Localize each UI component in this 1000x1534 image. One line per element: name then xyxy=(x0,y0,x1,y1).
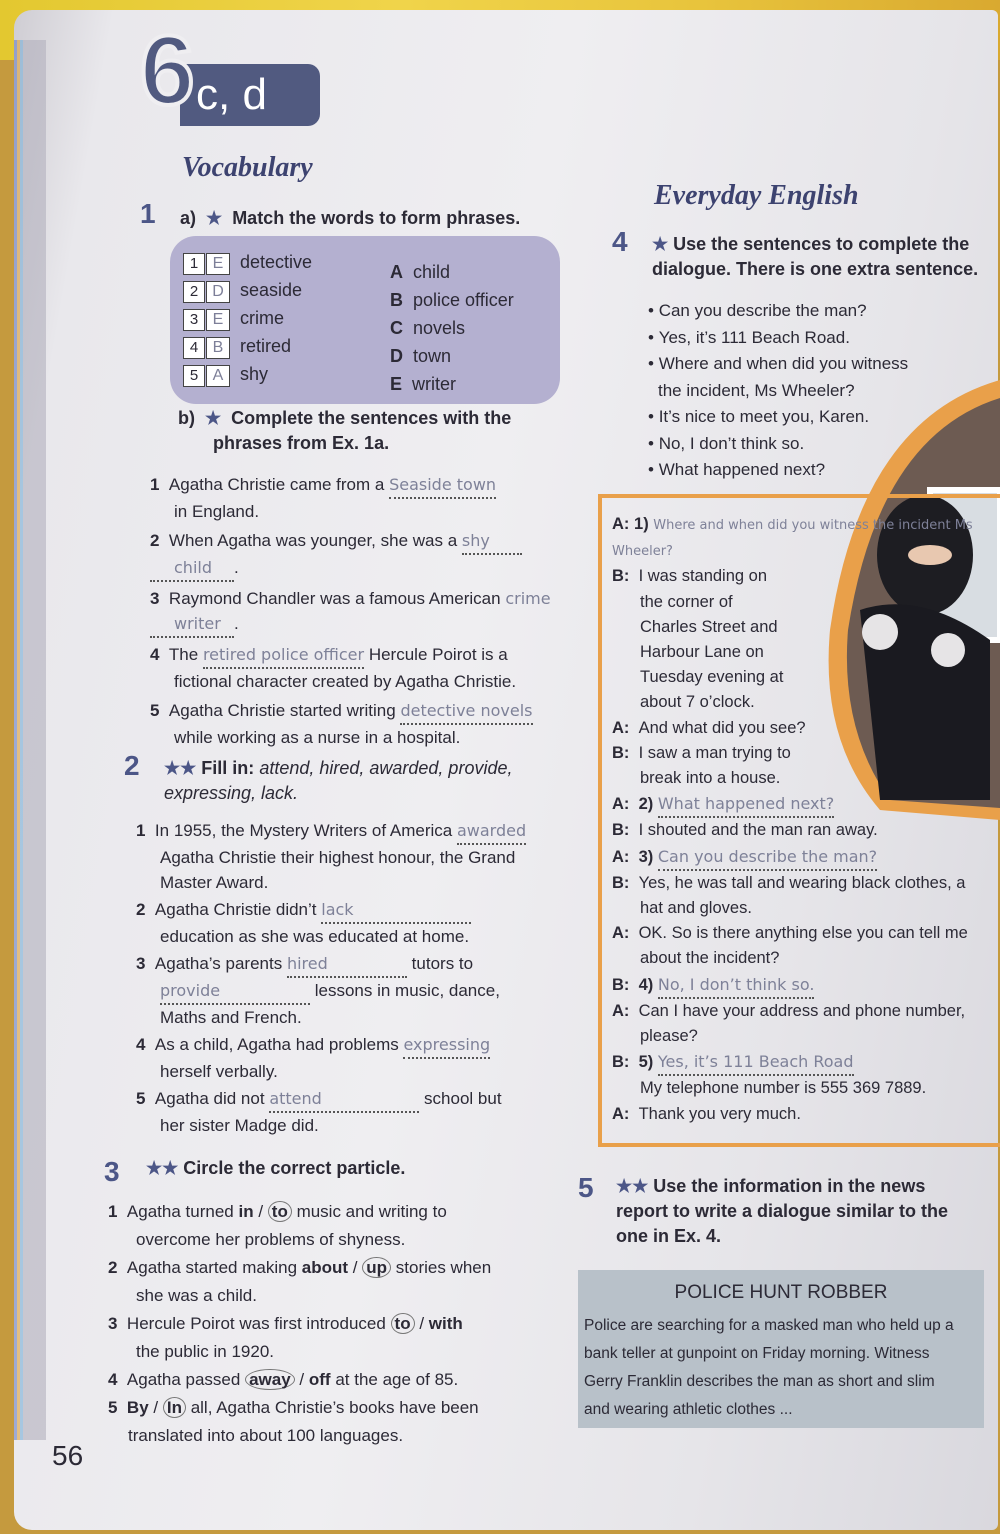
particle-option[interactable]: with xyxy=(428,1314,463,1333)
speaker: A: xyxy=(612,924,630,943)
answer-blank[interactable]: expressing xyxy=(403,1032,490,1059)
item-text: Raymond Chandler was a famous American xyxy=(168,589,501,608)
item-text: Agatha Christie their highest honour, the Grand xyxy=(160,848,516,867)
speaker: A: xyxy=(612,847,630,866)
item-number: 2 xyxy=(183,281,205,303)
item-text: Maths and French. xyxy=(160,1008,302,1027)
item-number: 5 xyxy=(183,365,205,387)
option-item-cont xyxy=(648,378,978,405)
list-item xyxy=(136,1032,586,1084)
speaker: B: xyxy=(612,567,630,586)
match-option xyxy=(390,258,514,286)
option-item: • Can you describe the man? xyxy=(648,301,867,320)
answer-blank[interactable]: Where and when did you witness the incident Ms Wheeler? xyxy=(612,518,973,560)
answer-blank[interactable]: attend xyxy=(269,1086,419,1113)
page-edges xyxy=(14,40,46,1440)
item-text: fictional character created by Agatha Christie. xyxy=(174,672,517,691)
dialogue-line xyxy=(612,972,992,999)
dialogue xyxy=(612,512,992,1127)
speaker: A: xyxy=(612,795,630,814)
item-text: her sister Madge did. xyxy=(160,1116,319,1135)
exercise-number: 1 xyxy=(140,198,156,229)
exercise-2-items xyxy=(136,818,586,1138)
left-column xyxy=(183,248,312,388)
answer-box[interactable]: E xyxy=(206,309,230,331)
item-text: all, Agatha Christie’s books have been xyxy=(190,1398,479,1417)
item-number: 3 xyxy=(183,309,205,331)
item-number: 4 xyxy=(108,1370,118,1389)
exercise-instruction xyxy=(164,756,512,806)
star-icon: ★★ xyxy=(146,1158,179,1178)
answer-box[interactable]: E xyxy=(206,253,230,275)
dialogue-text: OK. So is there anything else you can tell me xyxy=(638,924,968,943)
separator: / xyxy=(419,1314,425,1333)
match-option xyxy=(390,342,514,370)
option-text: Can you describe the man? xyxy=(658,301,867,320)
particle-option[interactable]: in xyxy=(238,1202,254,1221)
option-item: • What happened next? xyxy=(648,460,826,479)
item-number: 4 xyxy=(136,1035,146,1054)
item-text: at the age of 85. xyxy=(335,1370,459,1389)
item-text: Agatha Christie started writing xyxy=(168,701,396,720)
instruction-text: Circle the correct particle. xyxy=(183,1158,406,1178)
answer-blank[interactable]: retired police officer xyxy=(203,642,364,669)
item-text: . xyxy=(234,614,239,633)
item-number: 3 xyxy=(108,1314,118,1333)
item-number: 3 xyxy=(136,954,146,973)
exercise-number: 2 xyxy=(124,750,140,781)
speaker: B: xyxy=(612,743,630,762)
separator: / xyxy=(299,1370,305,1389)
star-icon: ★★ xyxy=(616,1176,649,1196)
item-text: while working as a nurse in a hospital. xyxy=(174,728,461,747)
gap-number: 1) xyxy=(634,515,649,533)
separator: / xyxy=(258,1202,264,1221)
match-option xyxy=(390,370,514,398)
item-text: stories when xyxy=(395,1258,492,1277)
option-word: police officer xyxy=(413,290,514,310)
item-text: Agatha Christie came from a xyxy=(168,475,385,494)
particle-option[interactable]: By xyxy=(126,1398,149,1417)
answer-blank[interactable]: lack xyxy=(321,897,471,924)
item-text: Agatha turned xyxy=(126,1202,234,1221)
item-text: As a child, Agatha had problems xyxy=(154,1035,399,1054)
dialogue-text: Tuesday evening at xyxy=(640,668,784,687)
match-row xyxy=(183,332,312,360)
part-label: a) xyxy=(180,208,197,228)
list-item xyxy=(108,1310,558,1366)
item-text: Agatha started making xyxy=(126,1258,298,1277)
answer-box[interactable]: A xyxy=(206,365,230,387)
speaker: A: xyxy=(612,718,630,737)
item-text: Master Award. xyxy=(160,873,269,892)
exercise-instruction xyxy=(616,1174,948,1249)
item-text: education as she was educated at home. xyxy=(160,927,470,946)
dialogue-text: I saw a man trying to xyxy=(638,743,791,762)
star-icon: ★★ xyxy=(164,758,197,778)
exercise-instruction xyxy=(652,232,978,282)
option-text: What happened next? xyxy=(658,460,826,479)
exercise-3-items xyxy=(108,1198,558,1450)
dialogue-line xyxy=(612,999,992,1049)
speaker: B: xyxy=(612,975,630,994)
option-item: • Yes, it’s 111 Beach Road. xyxy=(648,327,850,347)
dialogue-line xyxy=(612,791,992,818)
news-line: bank teller at gunpoint on Friday morning. Witness xyxy=(584,1345,930,1362)
word-bank: expressing, lack. xyxy=(164,783,299,803)
separator: / xyxy=(352,1258,358,1277)
vocabulary-heading: Vocabulary xyxy=(182,152,313,183)
instruction-text: Complete the sentences with the xyxy=(231,408,512,428)
answer-blank[interactable]: crime xyxy=(505,589,551,608)
item-text: she was a child. xyxy=(136,1286,257,1305)
exercise-number: 4 xyxy=(612,226,628,257)
answer-blank[interactable]: provide xyxy=(160,978,310,1005)
match-word: seaside xyxy=(240,280,303,300)
instruction-text: one in Ex. 4. xyxy=(616,1226,722,1246)
option-letter: A xyxy=(390,262,403,282)
answer-box[interactable]: B xyxy=(206,337,230,359)
match-option xyxy=(390,286,514,314)
answer-blank[interactable]: detective novels xyxy=(400,698,532,725)
separator: / xyxy=(153,1398,159,1417)
dialogue-text: break into a house. xyxy=(640,769,781,788)
particle-option[interactable]: about xyxy=(301,1258,349,1277)
dialogue-line xyxy=(612,844,992,871)
option-item: • No, I don’t think so. xyxy=(648,433,805,453)
particle-option-circled[interactable]: to xyxy=(391,1313,415,1334)
dialogue-text: Yes, he was tall and wearing black clothes, a xyxy=(638,873,966,892)
list-item xyxy=(108,1254,558,1310)
word-bank: attend, hired, awarded, provide, xyxy=(259,758,513,778)
answer-blank[interactable]: What happened next? xyxy=(658,791,834,818)
option-item: • It’s nice to meet you, Karen. xyxy=(648,407,870,426)
item-text: herself verbally. xyxy=(160,1062,278,1081)
list-item xyxy=(136,951,586,1030)
news-line: Police are searching for a masked man who held up a xyxy=(584,1317,954,1334)
exercise-1b-items xyxy=(150,472,590,750)
dialogue-text: about 7 o’clock. xyxy=(640,693,755,712)
sentence-options xyxy=(648,298,978,484)
list-item xyxy=(150,528,590,582)
item-number: 4 xyxy=(150,645,160,664)
right-column xyxy=(390,258,514,398)
answer-blank[interactable]: shy xyxy=(462,528,522,555)
match-word: shy xyxy=(240,364,269,384)
item-number: 2 xyxy=(108,1258,118,1277)
dialogue-text: Can I have your address and phone number, xyxy=(638,1001,966,1020)
item-text: . xyxy=(234,558,239,577)
answer-blank[interactable]: awarded xyxy=(457,818,526,845)
item-number: 4 xyxy=(183,337,205,359)
item-text: lessons in music, dance, xyxy=(314,981,500,1000)
exercise-instruction-b xyxy=(178,406,511,456)
answer-blank[interactable]: No, I don’t think so. xyxy=(658,972,815,999)
dialogue-line xyxy=(612,716,992,741)
option-text: Yes, it’s 111 Beach Road. xyxy=(658,327,850,347)
list-item xyxy=(150,472,590,524)
list-item xyxy=(150,586,590,638)
dialogue-text: hat and gloves. xyxy=(640,899,752,918)
instruction-text: dialogue. There is one extra sentence. xyxy=(652,259,979,279)
list-item xyxy=(150,698,590,750)
everyday-english-heading: Everyday English xyxy=(654,180,859,211)
particle-option-circled[interactable]: In xyxy=(163,1397,186,1418)
list-item xyxy=(136,818,586,895)
exercise-number: 3 xyxy=(104,1156,120,1187)
item-text: overcome her problems of shyness. xyxy=(136,1230,406,1249)
speaker: B: xyxy=(612,873,630,892)
item-text: music and writing to xyxy=(296,1202,447,1221)
unit-number: 6 xyxy=(140,15,195,125)
unit-label xyxy=(140,15,300,126)
star-icon: ★ xyxy=(652,234,674,254)
gap-number: 4) xyxy=(638,975,654,994)
list-item xyxy=(136,1086,586,1138)
particle-option-circled[interactable]: away xyxy=(245,1369,295,1390)
option-letter: E xyxy=(390,374,403,394)
list-item xyxy=(150,642,590,694)
dialogue-text: please? xyxy=(640,1027,698,1046)
item-text: Hercule Poirot was first introduced xyxy=(126,1314,386,1333)
item-text: In 1955, the Mystery Writers of America xyxy=(154,821,453,840)
item-text: Agatha’s parents xyxy=(154,954,283,973)
gap-number: 2) xyxy=(638,795,654,814)
answer-blank[interactable]: Seaside town xyxy=(389,472,496,499)
dialogue-text: I was standing on xyxy=(638,567,768,586)
particle-option-circled[interactable]: to xyxy=(268,1201,292,1222)
answer-box[interactable]: D xyxy=(206,281,230,303)
instruction-text: Use the information in the news xyxy=(653,1176,926,1196)
option-item: • Where and when did you witness xyxy=(648,354,909,373)
option-word: novels xyxy=(413,318,466,338)
particle-option[interactable]: off xyxy=(308,1370,331,1389)
exercise-number: 5 xyxy=(578,1172,594,1203)
dialogue-text: about the incident? xyxy=(640,949,780,968)
speaker: B: xyxy=(612,1053,630,1072)
star-icon: ★ xyxy=(200,408,227,428)
option-letter: D xyxy=(390,346,403,366)
item-text: Agatha did not xyxy=(154,1089,265,1108)
dialogue-line xyxy=(612,818,992,843)
list-item xyxy=(136,897,586,949)
dialogue-line xyxy=(612,564,992,715)
dialogue-line xyxy=(612,921,992,971)
answer-blank[interactable]: Yes, it’s 111 Beach Road xyxy=(658,1049,854,1076)
option-text: Where and when did you witness xyxy=(658,354,909,373)
item-number: 3 xyxy=(150,589,160,608)
match-word: retired xyxy=(240,336,292,356)
news-line: Gerry Franklin describes the man as short and slim xyxy=(584,1373,935,1390)
instruction-text: Match the words to form phrases. xyxy=(232,208,521,228)
option-text: the incident, Ms Wheeler? xyxy=(658,380,855,400)
exercise-instruction xyxy=(146,1156,405,1181)
item-number: 1 xyxy=(183,253,205,275)
item-text: The xyxy=(168,645,199,664)
dialogue-text: Harbour Lane on xyxy=(640,643,764,662)
match-row xyxy=(183,248,312,276)
dialogue-line xyxy=(612,741,992,791)
option-letter: C xyxy=(390,318,403,338)
speaker: A: xyxy=(612,515,630,533)
dialogue-line xyxy=(612,1102,992,1127)
match-row xyxy=(183,304,312,332)
dialogue-text: the corner of xyxy=(640,592,733,611)
instruction-text: phrases from Ex. 1a. xyxy=(213,433,390,453)
exercise-instruction xyxy=(180,206,520,231)
answer-blank[interactable]: child xyxy=(150,555,234,582)
item-number: 1 xyxy=(150,475,160,494)
list-item xyxy=(108,1366,558,1394)
item-number: 5 xyxy=(150,701,160,720)
particle-option-circled[interactable]: up xyxy=(362,1257,391,1278)
speaker: B: xyxy=(612,821,630,840)
option-text: No, I don’t think so. xyxy=(658,433,805,453)
part-label: b) xyxy=(178,408,195,428)
dialogue-line xyxy=(612,1049,992,1101)
option-letter: B xyxy=(390,290,403,310)
item-text: Agatha passed xyxy=(126,1370,241,1389)
option-word: writer xyxy=(412,374,457,394)
dialogue-line xyxy=(612,871,992,921)
instruction-text: Use the sentences to complete the xyxy=(673,234,970,254)
instruction-text: report to write a dialogue similar to the xyxy=(616,1201,949,1221)
match-row xyxy=(183,360,312,388)
match-option xyxy=(390,314,514,342)
item-text: Agatha Christie didn’t xyxy=(154,900,317,919)
instruction-text: Fill in: xyxy=(201,758,255,778)
option-word: town xyxy=(413,346,452,366)
dialogue-text: My telephone number is 555 369 7889. xyxy=(640,1079,927,1098)
option-text: It’s nice to meet you, Karen. xyxy=(658,407,870,426)
list-item xyxy=(108,1394,558,1450)
news-report-box xyxy=(578,1270,984,1428)
option-word: child xyxy=(413,262,451,282)
match-word: detective xyxy=(240,252,313,272)
item-text: school but xyxy=(424,1089,502,1108)
item-number: 2 xyxy=(150,531,160,550)
speaker: A: xyxy=(612,1104,630,1123)
page-number: 56 xyxy=(52,1440,84,1471)
item-text: the public in 1920. xyxy=(136,1342,274,1361)
item-number: 5 xyxy=(136,1089,146,1108)
item-number: 5 xyxy=(108,1398,118,1417)
dialogue-text: Thank you very much. xyxy=(638,1104,801,1123)
answer-blank[interactable]: hired xyxy=(287,951,407,978)
match-row xyxy=(183,276,312,304)
news-headline: POLICE HUNT ROBBER xyxy=(674,1282,888,1303)
item-text: When Agatha was younger, she was a xyxy=(168,531,458,550)
item-number: 2 xyxy=(136,900,146,919)
item-text: Hercule Poirot is a xyxy=(368,645,508,664)
gap-number: 5) xyxy=(638,1053,654,1072)
speaker: A: xyxy=(612,1001,630,1020)
dialogue-text: I shouted and the man ran away. xyxy=(638,821,878,840)
dialogue-text: Charles Street and xyxy=(640,617,778,636)
match-word: crime xyxy=(240,308,285,328)
list-item xyxy=(108,1198,558,1254)
news-body xyxy=(584,1312,980,1424)
item-text: translated into about 100 languages. xyxy=(128,1426,404,1445)
dialogue-line xyxy=(612,512,992,564)
unit-subsections: c, d xyxy=(196,70,267,119)
answer-blank[interactable]: Can you describe the man? xyxy=(658,844,877,871)
item-text: tutors to xyxy=(411,954,474,973)
answer-blank[interactable]: writer xyxy=(150,611,234,638)
item-text: in England. xyxy=(174,502,260,521)
star-icon: ★ xyxy=(201,208,228,228)
news-line: and wearing athletic clothes ... xyxy=(584,1401,793,1418)
item-number: 1 xyxy=(136,821,146,840)
dialogue-text: And what did you see? xyxy=(638,718,806,737)
gap-number: 3) xyxy=(638,847,654,866)
item-number: 1 xyxy=(108,1202,118,1221)
